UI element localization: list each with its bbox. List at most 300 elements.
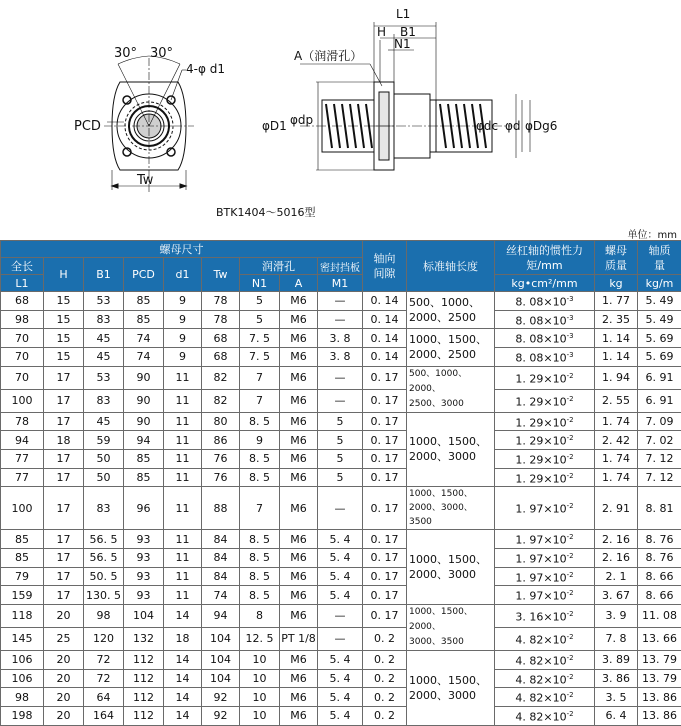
cell-a: M6 <box>280 548 318 567</box>
cell-nut-mass: 3. 5 <box>595 688 638 707</box>
cell-l1: 77 <box>1 449 44 468</box>
cell-shaft-mass: 5. 69 <box>638 347 681 366</box>
header-nut-mass <box>595 241 638 275</box>
table-row <box>1 604 681 627</box>
inertia-exponent: -2 <box>567 416 574 424</box>
inertia-value: 4. 82×10 <box>515 692 566 705</box>
technical-drawing <box>0 0 681 225</box>
cell-a: M6 <box>280 431 318 450</box>
cell-inertia <box>495 468 595 487</box>
d1-label: φD1 <box>262 119 287 133</box>
cell-m1: 5 <box>318 449 363 468</box>
header-std-shaft-length: 标准轴长度 <box>407 241 495 292</box>
cell-nut-mass: 1. 74 <box>595 468 638 487</box>
inertia-value: 8. 08×10 <box>515 314 566 327</box>
cell-h: 17 <box>44 567 84 586</box>
cell-shaft-mass: 8. 66 <box>638 567 681 586</box>
inertia-exponent: -2 <box>567 533 574 541</box>
cell-pcd: 85 <box>124 449 164 468</box>
cell-clr: 0. 17 <box>363 548 407 567</box>
inertia-value: 1. 29×10 <box>515 472 566 485</box>
cell-a: M6 <box>280 530 318 549</box>
cell-d1: 9 <box>164 347 202 366</box>
cell-inertia <box>495 329 595 348</box>
cell-d1: 11 <box>164 530 202 549</box>
cell-d1: 14 <box>164 706 202 725</box>
cell-tw: 68 <box>202 329 240 348</box>
table-row <box>1 310 681 329</box>
inertia-exponent: -2 <box>567 673 574 681</box>
inertia-value: 1. 97×10 <box>515 553 566 566</box>
cell-tw: 82 <box>202 366 240 389</box>
table-row <box>1 669 681 688</box>
hole-label: 4-φ d1 <box>186 62 225 76</box>
model-label: BTK1404～5016型 <box>216 204 315 220</box>
inertia-value: 8. 08×10 <box>515 296 566 309</box>
cell-tw: 84 <box>202 548 240 567</box>
inertia-exponent: -3 <box>567 314 574 322</box>
inertia-exponent: -2 <box>567 654 574 662</box>
cell-inertia <box>495 586 595 605</box>
cell-m1: 5. 4 <box>318 586 363 605</box>
cell-b1: 56. 5 <box>84 548 124 567</box>
dc-label: φdc <box>476 119 498 133</box>
cell-tw: 92 <box>202 706 240 725</box>
cell-clr: 0. 2 <box>363 706 407 725</box>
cell-l1: 68 <box>1 292 44 311</box>
cell-n1: 8. 5 <box>240 548 280 567</box>
cell-h: 15 <box>44 292 84 311</box>
h-label: H <box>377 25 386 39</box>
cell-shaft-mass: 6. 91 <box>638 389 681 412</box>
cell-shaft-mass: 7. 02 <box>638 431 681 450</box>
std-length-line2: 2000、2500 <box>409 310 494 325</box>
std-length-line1: 1000、1500、 <box>409 332 494 347</box>
cell-b1: 120 <box>84 627 124 650</box>
cell-shaft-mass: 8. 76 <box>638 530 681 549</box>
cell-pcd: 74 <box>124 347 164 366</box>
cell-b1: 45 <box>84 329 124 348</box>
cell-nut-mass: 3. 67 <box>595 586 638 605</box>
inertia-exponent: -2 <box>567 453 574 461</box>
cell-b1: 164 <box>84 706 124 725</box>
inertia-value: 1. 29×10 <box>515 372 566 385</box>
cell-std-length <box>407 650 495 725</box>
cell-std-length <box>407 366 495 412</box>
header-pcd: PCD <box>124 258 164 292</box>
front-view <box>104 56 194 192</box>
cell-m1: — <box>318 627 363 650</box>
cell-pcd: 90 <box>124 366 164 389</box>
cell-m1: 5. 4 <box>318 669 363 688</box>
std-length-line2: 2000、3000 <box>409 449 494 464</box>
cell-clr: 0. 17 <box>363 412 407 431</box>
inertia-exponent: -2 <box>567 571 574 579</box>
cell-tw: 78 <box>202 292 240 311</box>
table-row <box>1 586 681 605</box>
header-a: A <box>280 275 318 292</box>
inertia-value: 1. 97×10 <box>515 571 566 584</box>
header-axial-clearance-text: 轴向间隙 <box>370 251 400 281</box>
cell-pcd: 93 <box>124 530 164 549</box>
cell-pcd: 96 <box>124 487 164 530</box>
header-d1: d1 <box>164 258 202 292</box>
cell-n1: 12. 5 <box>240 627 280 650</box>
cell-std-length <box>407 292 495 329</box>
inertia-value: 3. 16×10 <box>515 611 566 624</box>
table-row <box>1 431 681 450</box>
cell-nut-mass: 1. 77 <box>595 292 638 311</box>
cell-shaft-mass: 13. 66 <box>638 627 681 650</box>
cell-m1: 5. 4 <box>318 650 363 669</box>
cell-l1: 106 <box>1 650 44 669</box>
cell-shaft-mass: 7. 12 <box>638 449 681 468</box>
cell-d1: 11 <box>164 586 202 605</box>
cell-inertia <box>495 669 595 688</box>
cell-shaft-mass: 7. 12 <box>638 468 681 487</box>
cell-h: 17 <box>44 412 84 431</box>
cell-nut-mass: 2. 16 <box>595 548 638 567</box>
tw-label: Tw <box>136 173 154 188</box>
cell-tw: 84 <box>202 530 240 549</box>
inertia-exponent: -2 <box>567 633 574 641</box>
cell-tw: 74 <box>202 586 240 605</box>
cell-tw: 104 <box>202 650 240 669</box>
cell-shaft-mass: 8. 76 <box>638 548 681 567</box>
cell-l1: 118 <box>1 604 44 627</box>
cell-n1: 5 <box>240 310 280 329</box>
inertia-exponent: -2 <box>567 395 574 403</box>
cell-a: M6 <box>280 347 318 366</box>
cell-inertia <box>495 530 595 549</box>
cell-pcd: 132 <box>124 627 164 650</box>
cell-clr: 0. 2 <box>363 688 407 707</box>
cell-a: M6 <box>280 389 318 412</box>
cell-clr: 0. 17 <box>363 567 407 586</box>
d-label: φd <box>505 119 521 133</box>
cell-l1: 98 <box>1 688 44 707</box>
angle-right-label: 30° <box>150 46 173 61</box>
inertia-value: 4. 82×10 <box>515 655 566 668</box>
l1-label: L1 <box>396 7 410 21</box>
cell-n1: 7. 5 <box>240 347 280 366</box>
lube-hole-label: A（润滑孔） <box>294 48 362 63</box>
inertia-exponent: -2 <box>567 691 574 699</box>
cell-d1: 9 <box>164 329 202 348</box>
cell-m1: — <box>318 487 363 530</box>
cell-l1: 94 <box>1 431 44 450</box>
cell-pcd: 104 <box>124 604 164 627</box>
cell-l1: 70 <box>1 366 44 389</box>
cell-n1: 8. 5 <box>240 412 280 431</box>
cell-h: 18 <box>44 431 84 450</box>
cell-clr: 0. 2 <box>363 669 407 688</box>
cell-h: 17 <box>44 586 84 605</box>
cell-a: M6 <box>280 449 318 468</box>
std-length-line1: 1000、1500、 <box>409 673 494 688</box>
cell-shaft-mass: 11. 08 <box>638 604 681 627</box>
cell-n1: 10 <box>240 669 280 688</box>
cell-h: 20 <box>44 669 84 688</box>
header-m1: M1 <box>318 275 363 292</box>
inertia-value: 4. 82×10 <box>515 673 566 686</box>
cell-clr: 0. 17 <box>363 586 407 605</box>
cell-m1: 5 <box>318 468 363 487</box>
dg6-label: φDg6 <box>525 119 557 133</box>
cell-pcd: 93 <box>124 548 164 567</box>
cell-inertia <box>495 627 595 650</box>
cell-l1: 70 <box>1 347 44 366</box>
cell-h: 17 <box>44 468 84 487</box>
header-n1: N1 <box>240 275 280 292</box>
cell-d1: 14 <box>164 669 202 688</box>
inertia-value: 1. 97×10 <box>515 534 566 547</box>
cell-b1: 45 <box>84 412 124 431</box>
cell-pcd: 85 <box>124 292 164 311</box>
cell-nut-mass: 1. 74 <box>595 449 638 468</box>
cell-b1: 98 <box>84 604 124 627</box>
cell-clr: 0. 17 <box>363 604 407 627</box>
cell-pcd: 85 <box>124 310 164 329</box>
cell-l1: 159 <box>1 586 44 605</box>
table-row <box>1 389 681 412</box>
inertia-value: 1. 29×10 <box>515 416 566 429</box>
cell-n1: 7 <box>240 366 280 389</box>
cell-b1: 83 <box>84 310 124 329</box>
cell-pcd: 112 <box>124 688 164 707</box>
cell-nut-mass: 1. 14 <box>595 329 638 348</box>
cell-a: M6 <box>280 688 318 707</box>
cell-pcd: 112 <box>124 669 164 688</box>
cell-pcd: 90 <box>124 389 164 412</box>
cell-b1: 64 <box>84 688 124 707</box>
inertia-exponent: -2 <box>567 434 574 442</box>
cell-std-length <box>407 329 495 366</box>
inertia-exponent: -2 <box>567 372 574 380</box>
cell-inertia <box>495 487 595 530</box>
cell-shaft-mass: 13. 86 <box>638 706 681 725</box>
inertia-value: 1. 29×10 <box>515 454 566 467</box>
table-row <box>1 468 681 487</box>
cell-n1: 8. 5 <box>240 468 280 487</box>
cell-a: M6 <box>280 669 318 688</box>
cell-m1: — <box>318 366 363 389</box>
table-row <box>1 487 681 530</box>
inertia-value: 1. 29×10 <box>515 395 566 408</box>
cell-a: M6 <box>280 487 318 530</box>
cell-inertia <box>495 431 595 450</box>
cell-d1: 9 <box>164 310 202 329</box>
inertia-exponent: -2 <box>567 589 574 597</box>
cell-tw: 92 <box>202 688 240 707</box>
cell-l1: 85 <box>1 530 44 549</box>
cell-d1: 18 <box>164 627 202 650</box>
cell-shaft-mass: 5. 69 <box>638 329 681 348</box>
cell-nut-mass: 2. 1 <box>595 567 638 586</box>
cell-l1: 70 <box>1 329 44 348</box>
cell-d1: 11 <box>164 567 202 586</box>
cell-b1: 83 <box>84 487 124 530</box>
cell-nut-mass: 1. 94 <box>595 366 638 389</box>
table-row <box>1 688 681 707</box>
cell-m1: 3. 8 <box>318 347 363 366</box>
cell-n1: 10 <box>240 688 280 707</box>
cell-inertia <box>495 310 595 329</box>
n1-label: N1 <box>394 37 411 51</box>
cell-a: M6 <box>280 366 318 389</box>
cell-d1: 11 <box>164 389 202 412</box>
cell-d1: 11 <box>164 487 202 530</box>
header-inertia <box>495 241 595 275</box>
cell-a: M6 <box>280 292 318 311</box>
cell-m1: 5 <box>318 412 363 431</box>
header-nut-mass-text: 螺母质量 <box>602 243 630 273</box>
inertia-exponent: -2 <box>567 610 574 618</box>
inertia-exponent: -3 <box>567 351 574 359</box>
cell-a: M6 <box>280 586 318 605</box>
cell-h: 17 <box>44 530 84 549</box>
cell-shaft-mass: 6. 91 <box>638 366 681 389</box>
header-h: H <box>44 258 84 292</box>
cell-clr: 0. 14 <box>363 347 407 366</box>
std-length-line1: 1000、1500、 <box>409 487 494 501</box>
cell-n1: 7 <box>240 389 280 412</box>
cell-l1: 79 <box>1 567 44 586</box>
cell-nut-mass: 3. 89 <box>595 650 638 669</box>
cell-l1: 100 <box>1 389 44 412</box>
header-nut-dims: 螺母尺寸 <box>1 241 363 258</box>
cell-l1: 85 <box>1 548 44 567</box>
cell-h: 20 <box>44 604 84 627</box>
cell-n1: 10 <box>240 706 280 725</box>
cell-d1: 14 <box>164 604 202 627</box>
table-row <box>1 530 681 549</box>
std-length-line1: 500、1000、 <box>409 295 494 310</box>
header-lube-hole: 润滑孔 <box>240 258 318 275</box>
cell-d1: 11 <box>164 449 202 468</box>
header-inertia-unit: kg•cm²/mm <box>495 275 595 292</box>
inertia-exponent: -2 <box>567 502 574 510</box>
cell-n1: 7 <box>240 487 280 530</box>
cell-clr: 0. 17 <box>363 468 407 487</box>
std-length-line2: 2000、2500 <box>409 347 494 362</box>
cell-inertia <box>495 292 595 311</box>
std-length-line1: 1000、1500、 <box>409 552 494 567</box>
cell-shaft-mass: 7. 09 <box>638 412 681 431</box>
header-b1: B1 <box>84 258 124 292</box>
cell-d1: 11 <box>164 412 202 431</box>
cell-b1: 56. 5 <box>84 530 124 549</box>
dp-label: φdp <box>290 113 313 127</box>
cell-h: 17 <box>44 548 84 567</box>
table-row <box>1 366 681 389</box>
cell-tw: 76 <box>202 449 240 468</box>
header-inertia-text: 丝杠轴的惯性力矩/mm <box>505 243 585 273</box>
header-l1: L1 <box>1 275 44 292</box>
cell-std-length <box>407 604 495 650</box>
cell-tw: 104 <box>202 627 240 650</box>
cell-a: M6 <box>280 329 318 348</box>
cell-nut-mass: 2. 91 <box>595 487 638 530</box>
cell-a: PT 1/8 <box>280 627 318 650</box>
inertia-exponent: -3 <box>567 332 574 340</box>
cell-tw: 80 <box>202 412 240 431</box>
table-row <box>1 449 681 468</box>
cell-shaft-mass: 5. 49 <box>638 292 681 311</box>
cell-a: M6 <box>280 706 318 725</box>
cell-nut-mass: 3. 86 <box>595 669 638 688</box>
cell-d1: 11 <box>164 468 202 487</box>
cell-a: M6 <box>280 412 318 431</box>
inertia-value: 1. 97×10 <box>515 503 566 516</box>
cell-b1: 50 <box>84 449 124 468</box>
cell-h: 17 <box>44 487 84 530</box>
cell-inertia <box>495 567 595 586</box>
cell-h: 25 <box>44 627 84 650</box>
std-length-line1: 1000、1500、 <box>409 434 494 449</box>
cell-n1: 5 <box>240 292 280 311</box>
table-row <box>1 329 681 348</box>
cell-pcd: 90 <box>124 412 164 431</box>
cell-nut-mass: 2. 35 <box>595 310 638 329</box>
cell-clr: 0. 17 <box>363 389 407 412</box>
header-full-length: 全长 <box>1 258 44 275</box>
cell-b1: 59 <box>84 431 124 450</box>
cell-m1: 5. 4 <box>318 706 363 725</box>
inertia-value: 8. 08×10 <box>515 333 566 346</box>
cell-m1: 5. 4 <box>318 530 363 549</box>
table-row <box>1 567 681 586</box>
cell-d1: 11 <box>164 431 202 450</box>
cell-shaft-mass: 13. 79 <box>638 650 681 669</box>
cell-b1: 45 <box>84 347 124 366</box>
cell-n1: 7. 5 <box>240 329 280 348</box>
cell-b1: 50. 5 <box>84 567 124 586</box>
cell-shaft-mass: 5. 49 <box>638 310 681 329</box>
table-row <box>1 292 681 311</box>
std-length-line1: 500、1000、2000、 <box>409 367 494 397</box>
cell-inertia <box>495 650 595 669</box>
inertia-exponent: -2 <box>567 710 574 718</box>
cell-shaft-mass: 8. 81 <box>638 487 681 530</box>
cell-clr: 0. 17 <box>363 449 407 468</box>
cell-m1: — <box>318 389 363 412</box>
spec-table <box>0 240 681 726</box>
cell-m1: — <box>318 292 363 311</box>
table-row <box>1 706 681 725</box>
cell-nut-mass: 2. 55 <box>595 389 638 412</box>
cell-nut-mass: 1. 14 <box>595 347 638 366</box>
inertia-value: 1. 29×10 <box>515 435 566 448</box>
cell-a: M6 <box>280 650 318 669</box>
spec-table-body <box>1 292 681 726</box>
cell-pcd: 112 <box>124 650 164 669</box>
inertia-exponent: -2 <box>567 552 574 560</box>
cell-h: 17 <box>44 449 84 468</box>
cell-pcd: 85 <box>124 468 164 487</box>
inertia-value: 4. 82×10 <box>515 711 566 724</box>
cell-pcd: 74 <box>124 329 164 348</box>
cell-h: 20 <box>44 650 84 669</box>
cell-m1: — <box>318 604 363 627</box>
header-tw: Tw <box>202 258 240 292</box>
cell-h: 15 <box>44 310 84 329</box>
cell-h: 15 <box>44 329 84 348</box>
cell-tw: 88 <box>202 487 240 530</box>
cell-inertia <box>495 548 595 567</box>
cell-tw: 94 <box>202 604 240 627</box>
cell-d1: 9 <box>164 292 202 311</box>
